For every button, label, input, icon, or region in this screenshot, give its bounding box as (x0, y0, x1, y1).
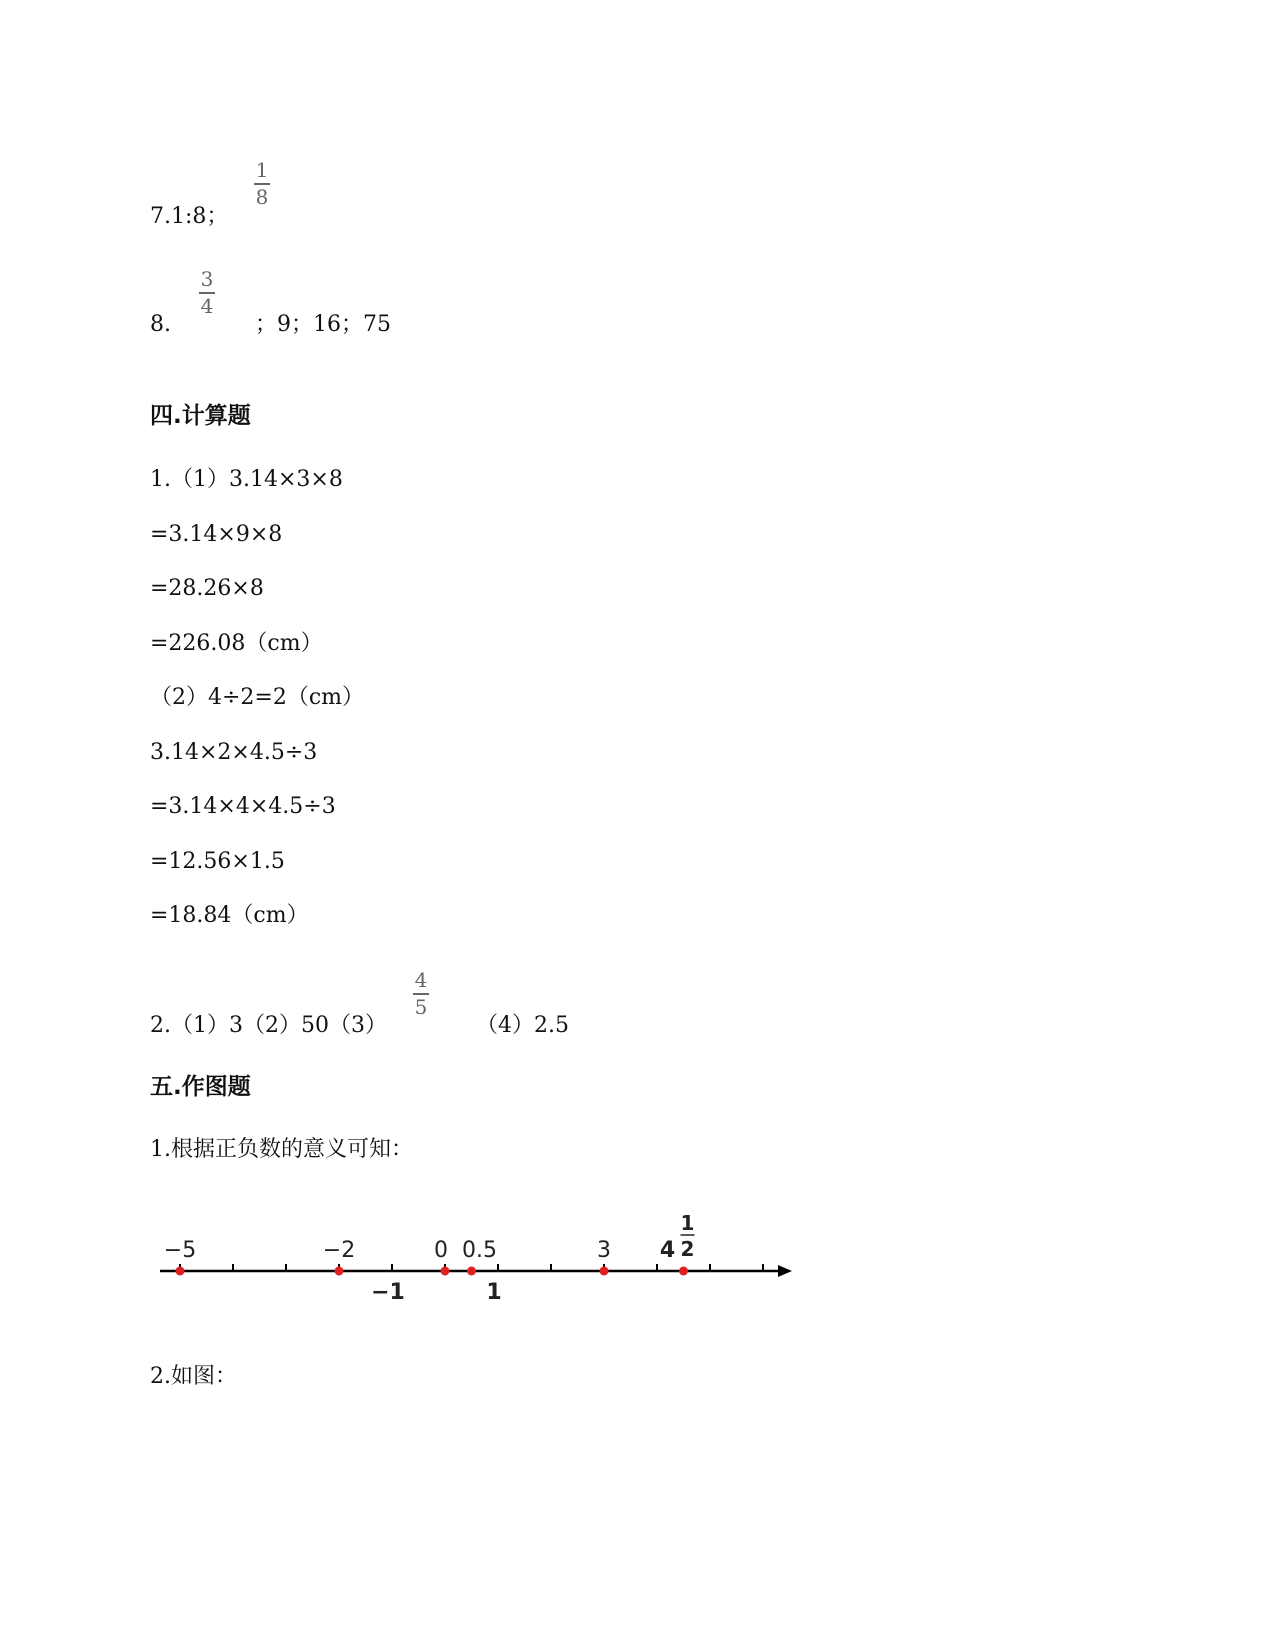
calc-line: =18.84（cm） (150, 903, 309, 928)
point-marker (679, 1267, 688, 1276)
point-label: 0.5 (462, 1238, 497, 1263)
answer-8-rest (255, 314, 391, 336)
point-label: 3 (597, 1238, 611, 1263)
point-marker (467, 1267, 476, 1276)
fraction-numerator: 3 (200, 267, 214, 291)
calc-q2-suffix: （4）2.5 (476, 1013, 569, 1038)
point-label: −5 (163, 1238, 197, 1263)
answer-8-suffix: ；9；16；75 (255, 312, 391, 337)
tick-label: 1 (486, 1280, 502, 1305)
drawing-q1-text: 1.根据正负数的意义可知： (150, 1137, 413, 1162)
fraction-numerator: 1 (255, 158, 269, 182)
answer-7-fraction (254, 160, 270, 207)
section-5-title: 五.作图题 (150, 1074, 251, 1100)
point-marker (441, 1267, 450, 1276)
calc-line: =12.56×1.5 (150, 849, 285, 874)
fraction-denominator: 8 (255, 184, 269, 209)
calc-line: =3.14×4×4.5÷3 (150, 794, 336, 819)
point-label: 0 (434, 1238, 448, 1263)
answer-7 (150, 206, 228, 228)
calc-q2-fraction (413, 970, 429, 1017)
answer-7-text: 7.1:8； (150, 204, 229, 229)
point-marker (335, 1267, 344, 1276)
mixed-number-numerator: 1 (680, 1211, 695, 1235)
calc-q2-rest (476, 1015, 569, 1037)
number-line (160, 1211, 800, 1315)
number-line-labels (164, 1211, 695, 1305)
answer-8 (150, 314, 171, 336)
calc-line: =3.14×9×8 (150, 522, 283, 547)
section-4-title: 四.计算题 (150, 403, 251, 429)
calc-line: 1.（1）3.14×3×8 (150, 467, 343, 492)
calc-line: （2）4÷2=2（cm） (150, 685, 365, 710)
drawing-q2-text: 2.如图： (150, 1364, 237, 1389)
fraction-denominator: 4 (200, 293, 214, 318)
answer-8-number: 8. (150, 312, 171, 337)
calc-line: 3.14×2×4.5÷3 (150, 740, 318, 765)
point-marker (600, 1267, 609, 1276)
calc-line: =226.08（cm） (150, 631, 323, 656)
point-marker (176, 1267, 185, 1276)
axis-arrow (778, 1265, 792, 1277)
calc-q2-prefix: 2.（1）3（2）50（3） (150, 1013, 387, 1038)
fraction-numerator: 4 (414, 968, 428, 992)
tick-label: −1 (371, 1280, 405, 1305)
calc-q2 (150, 1015, 387, 1037)
point-label: −2 (322, 1238, 356, 1263)
calc-line: =28.26×8 (150, 576, 264, 601)
fraction-denominator: 5 (414, 994, 428, 1019)
answer-8-fraction (199, 269, 215, 316)
mixed-number-denominator: 2 (680, 1237, 695, 1261)
mixed-number-whole: 4 (659, 1238, 676, 1263)
